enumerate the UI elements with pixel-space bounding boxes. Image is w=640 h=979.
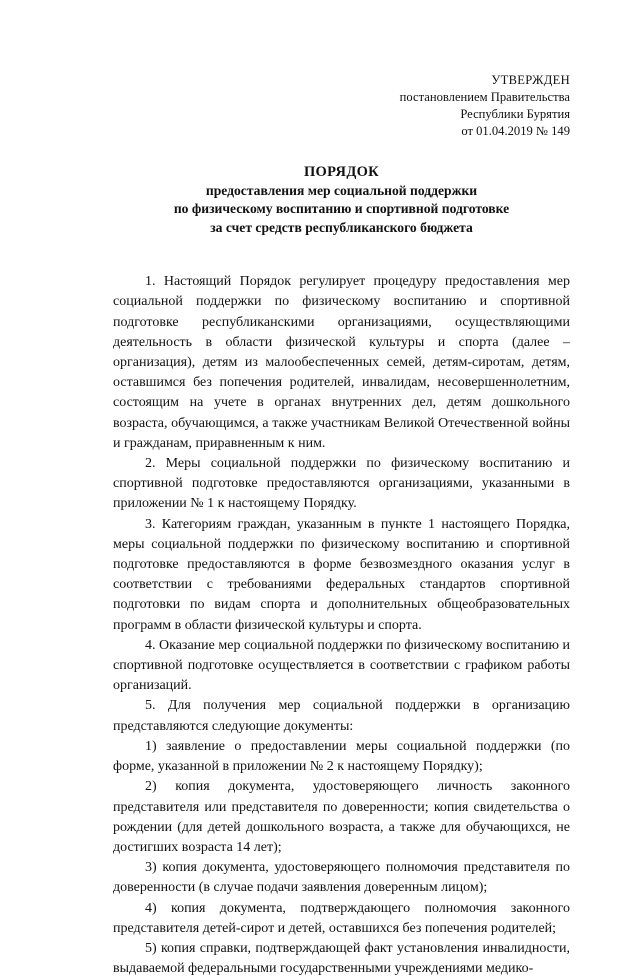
- title-line-3: за счет средств республиканского бюджета: [210, 219, 473, 235]
- paragraph-3: 3. Категориям граждан, указанным в пункте 1 настоящего Порядка, меры социальной поддержки по физическому воспитанию и спортивной подготовке предоставляются в форме безвозмездного оказания услуг в соответствии с требованиями федеральных стандартов спортивной подготовки по видам спорта и дополнительных общеобразовательных программ в области физической культуры и спорта.: [113, 516, 570, 633]
- approval-line-2: Республики Бурятия: [460, 107, 570, 121]
- paragraph-4: 4. Оказание мер социальной поддержки по физическому воспитанию и спортивной подготовке осуществляется в соответствии с графиком работы организаций.: [113, 637, 570, 694]
- list-item-1: 1) заявление о предоставлении меры социальной поддержки (по форме, указанной в приложении № 2 к настоящему Порядку);: [113, 738, 570, 775]
- approval-stamp: [113, 72, 570, 140]
- approval-line-1: постановлением Правительства: [399, 90, 570, 104]
- title-line-1: предоставления мер социальной поддержки: [205, 183, 478, 198]
- title-main: ПОРЯДОК: [303, 164, 380, 180]
- approval-heading: УТВЕРЖДЕН: [491, 73, 570, 87]
- list-item-4: 4) копия документа, подтверждающего полномочия законного представителя детей-сирот и детей, оставшихся без попечения родителей;: [113, 900, 570, 936]
- list-item-2: 2) копия документа, удостоверяющего личность законного представителя или представителя по доверенности; копия свидетельства о рождении (для детей дошкольного возраста, а также для обучающихся, не достигших возраста 14 лет);: [113, 779, 570, 855]
- list-item-3: 3) копия документа, удостоверяющего полномочия представителя по доверенности (в случае подачи заявления доверенным лицом);: [113, 860, 570, 896]
- document-body: [113, 272, 570, 979]
- approval-line-3: от 01.04.2019 № 149: [461, 124, 570, 138]
- paragraph-5: 5. Для получения мер социальной поддержки в организацию представляются следующие документы:: [113, 698, 570, 734]
- paragraph-2: 2. Меры социальной поддержки по физическому воспитанию и спортивной подготовке предоставляются организациями, указанными в приложении № 1 к настоящему Порядку.: [113, 456, 570, 512]
- list-item-5: 5) копия справки, подтверждающей факт установления инвалидности, выдаваемой федеральными государственными учреждениями медико-: [113, 940, 570, 977]
- document-title: [113, 162, 570, 237]
- title-line-2: по физическому воспитанию и спортивной подготовке: [173, 201, 510, 217]
- paragraph-1: 1. Настоящий Порядок регулирует процедуру предоставления мер социальной поддержки по физическому воспитанию и спортивной подготовке республиканскими организациями, осуществляющими деятельность в области физической культуры и спорта (далее – организация), детям из малообеспеченных семей, детям-сиротам, детям, оставшимся без попечения родителей, инвалидам, несовершеннолетним, состоящим на учете в органах внутренних дел, детям дошкольного возраста, обучающимся, а также участникам Великой Отечественной войны и гражданам, приравненным к ним.: [113, 274, 570, 451]
